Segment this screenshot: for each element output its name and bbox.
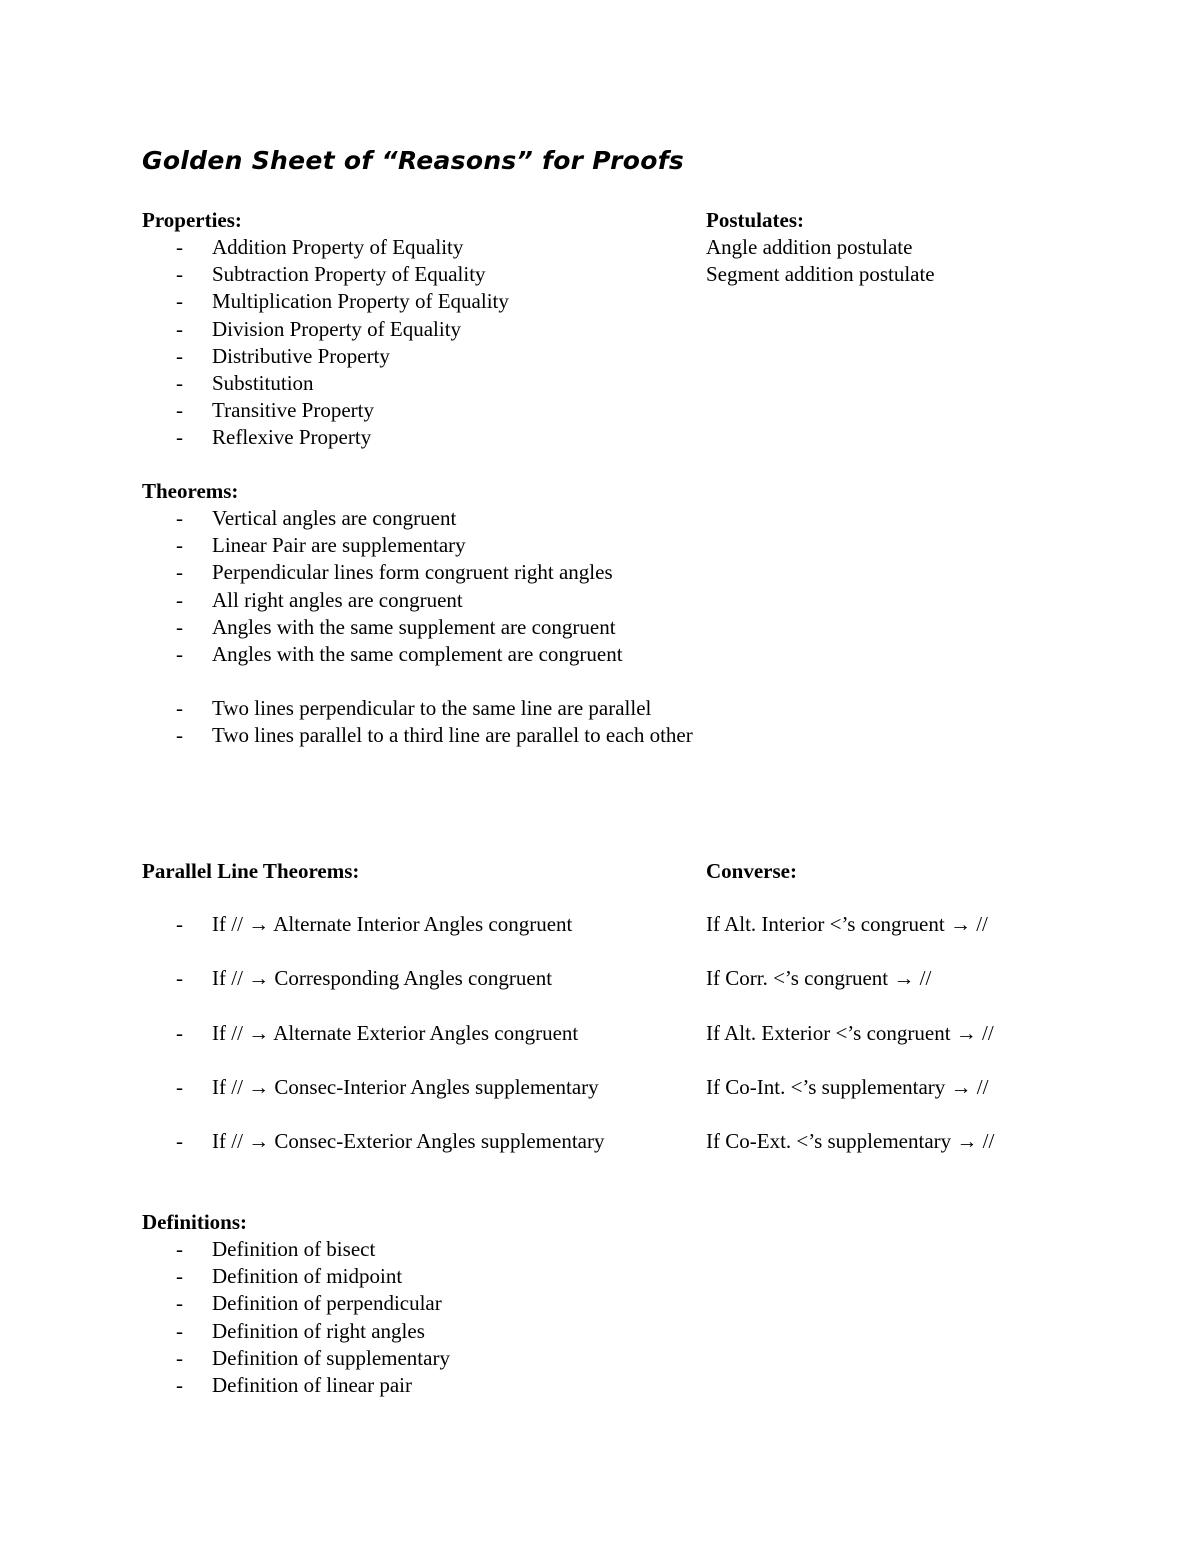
list-item-text: Angles with the same complement are congruent: [212, 641, 623, 666]
bullet-dash: -: [176, 1129, 183, 1153]
postulates-heading: Postulates:: [706, 208, 804, 232]
theorem-text: If // → Alternate Interior Angles congruent: [212, 912, 573, 936]
theorem-text: If // → Consec-Exterior Angles supplementary: [212, 1129, 605, 1153]
theorems-heading: Theorems:: [142, 479, 239, 503]
bullet-dash: -: [176, 1318, 183, 1343]
list-item: Segment addition postulate: [706, 262, 935, 287]
bullet-dash: -: [176, 614, 183, 639]
bullet-dash: -: [176, 1237, 183, 1261]
list-item-text: Two lines parallel to a third line are parallel to each other: [212, 723, 693, 748]
bullet-dash: -: [176, 1021, 183, 1045]
bullet-dash: -: [176, 560, 183, 585]
bullet-dash: -: [176, 912, 183, 936]
converse-text: If Alt. Exterior <’s congruent → //: [706, 1021, 994, 1045]
bullet-dash: -: [176, 723, 183, 748]
converse-heading: Converse:: [706, 859, 797, 883]
list-item-text: Transitive Property: [212, 398, 374, 423]
bullet-dash: -: [176, 1372, 183, 1397]
converse-text: If Co-Int. <’s supplementary → //: [706, 1075, 989, 1099]
bullet-dash: -: [176, 262, 183, 287]
list-item-text: Distributive Property: [212, 343, 390, 368]
list-item-text: Definition of linear pair: [212, 1372, 413, 1397]
table-row: [142, 1072, 1142, 1102]
list-item-text: Definition of supplementary: [212, 1345, 450, 1370]
list-item-text: Vertical angles are congruent: [212, 506, 457, 530]
bullet-dash: -: [176, 1291, 183, 1316]
list-item: Angle addition postulate: [706, 235, 913, 259]
definitions-heading: Definitions:: [142, 1210, 247, 1234]
bullet-dash: -: [176, 587, 183, 612]
bullet-dash: -: [176, 1075, 183, 1099]
bullet-dash: -: [176, 235, 183, 259]
bullet-dash: -: [176, 425, 183, 450]
bullet-dash: -: [176, 316, 183, 341]
list-item-text: Addition Property of Equality: [212, 235, 464, 259]
page-title: Golden Sheet of “Reasons” for Proofs: [142, 146, 685, 175]
theorem-text: If // → Consec-Interior Angles supplementary: [212, 1075, 599, 1099]
table-row: [142, 1126, 1142, 1156]
table-row: [142, 963, 1142, 993]
postulates-list: [706, 234, 935, 288]
list-item-text: Reflexive Property: [212, 425, 372, 450]
list-item-text: Definition of right angles: [212, 1318, 425, 1343]
converse-text: If Co-Ext. <’s supplementary → //: [706, 1129, 995, 1153]
bullet-dash: -: [176, 966, 183, 990]
bullet-dash: -: [176, 398, 183, 423]
bullet-dash: -: [176, 1264, 183, 1289]
list-item-text: Two lines perpendicular to the same line are parallel: [212, 696, 652, 720]
bullet-dash: -: [176, 1345, 183, 1370]
bullet-dash: -: [176, 533, 183, 558]
list-item-text: Definition of bisect: [212, 1237, 376, 1261]
bullet-dash: -: [176, 289, 183, 314]
bullet-dash: -: [176, 343, 183, 368]
list-item-text: Division Property of Equality: [212, 316, 462, 341]
list-item-text: Definition of midpoint: [212, 1264, 403, 1289]
list-item-text: Linear Pair are supplementary: [212, 533, 466, 558]
table-row: [142, 909, 1142, 939]
bullet-dash: -: [176, 641, 183, 666]
properties-heading: Properties:: [142, 208, 242, 232]
list-item-text: Angles with the same supplement are congruent: [212, 614, 616, 639]
list-item-text: Substitution: [212, 370, 314, 395]
list-item-text: Subtraction Property of Equality: [212, 262, 486, 287]
list-item-text: Multiplication Property of Equality: [212, 289, 509, 314]
bullet-dash: -: [176, 370, 183, 395]
parallel-line-theorems-heading: Parallel Line Theorems:: [142, 859, 360, 883]
bullet-dash: -: [176, 696, 183, 720]
bullet-dash: -: [176, 506, 183, 530]
list-item-text: All right angles are congruent: [212, 587, 463, 612]
theorem-text: If // → Corresponding Angles congruent: [212, 966, 553, 990]
converse-text: If Alt. Interior <’s congruent → //: [706, 912, 988, 936]
theorem-text: If // → Alternate Exterior Angles congruent: [212, 1021, 579, 1045]
list-item-text: Definition of perpendicular: [212, 1291, 442, 1316]
table-row: [142, 1018, 1142, 1048]
converse-text: If Corr. <’s congruent → //: [706, 966, 932, 990]
list-item-text: Perpendicular lines form congruent right angles: [212, 560, 613, 585]
